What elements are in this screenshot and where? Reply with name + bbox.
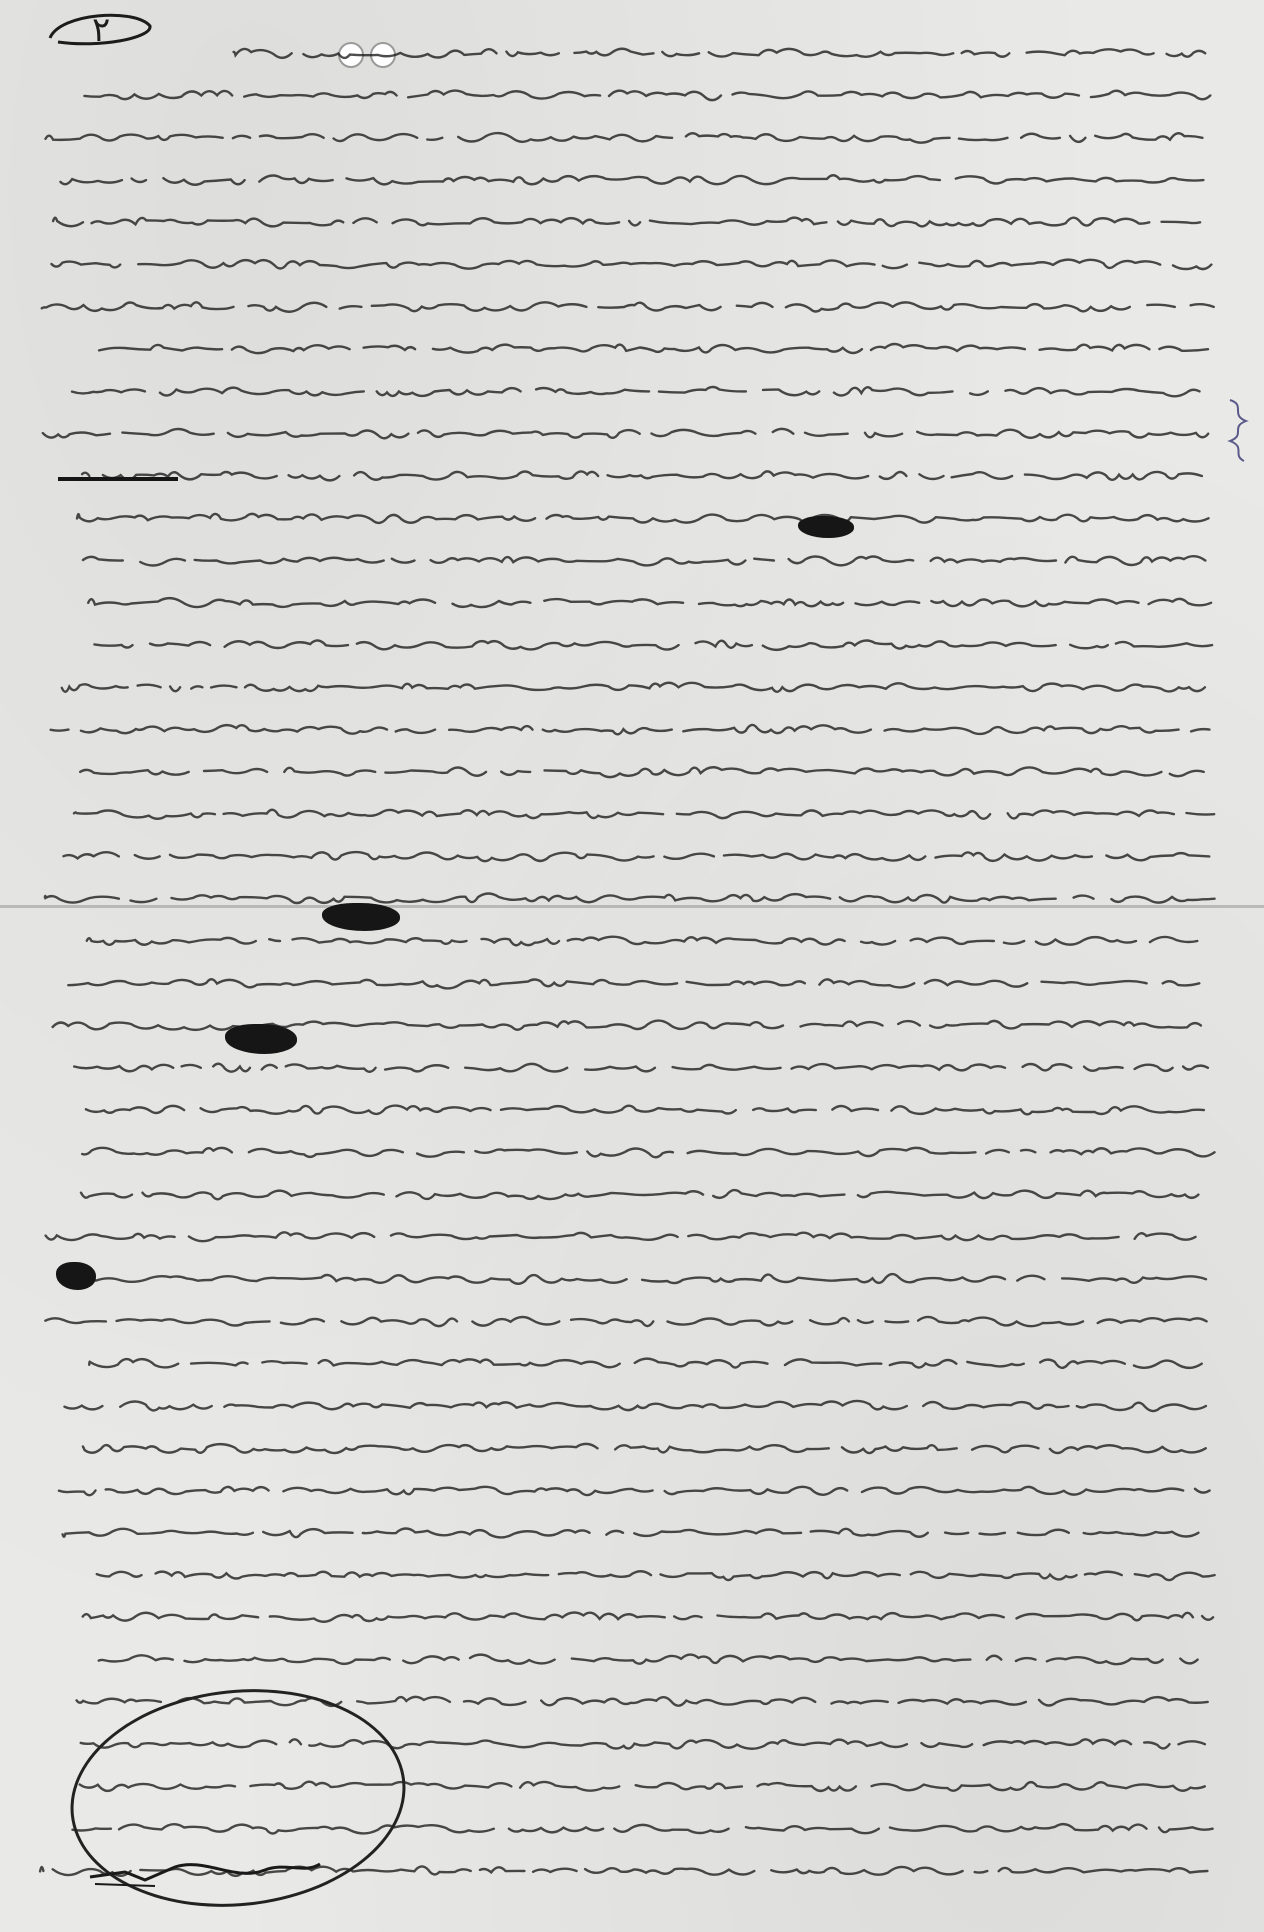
- handwritten-line: [42, 302, 1214, 311]
- handwritten-line: [87, 937, 1198, 946]
- handwritten-line: [63, 1529, 1199, 1538]
- handwritten-line: [64, 767, 1204, 777]
- handwritten-line: [77, 514, 1209, 523]
- handwritten-line: [40, 1021, 1201, 1030]
- handwritten-line: [53, 218, 1200, 227]
- margin-note: [1224, 395, 1252, 465]
- handwritten-line: [45, 893, 1215, 903]
- redaction-mark: [58, 455, 178, 481]
- handwritten-line: [97, 1571, 1215, 1580]
- handwritten-line: [89, 344, 1208, 353]
- handwritten-line: [46, 1232, 1196, 1241]
- page-number: ٢: [92, 10, 111, 50]
- handwritten-line: [83, 1444, 1206, 1453]
- handwritten-line: [74, 1064, 1208, 1072]
- handwritten-line: [99, 1655, 1198, 1665]
- handwritten-line: [43, 429, 1208, 438]
- handwritten-line: [52, 683, 1205, 692]
- handwritten-line: [81, 1190, 1198, 1199]
- handwritten-line: [34, 133, 1202, 143]
- handwritten-line: [51, 725, 1210, 734]
- handwritten-line: [52, 260, 1212, 269]
- handwritten-line: [82, 471, 1202, 480]
- handwritten-line: [45, 1317, 1206, 1326]
- handwritten-line: [69, 1274, 1206, 1284]
- handwritten-line: [68, 979, 1199, 988]
- handwritten-line: [64, 852, 1210, 861]
- handwritten-line: [59, 1487, 1210, 1495]
- handwritten-line: [84, 91, 1210, 101]
- signature-scrawl: [85, 1852, 325, 1892]
- handwritten-line: [234, 49, 1206, 58]
- handwritten-line: [83, 556, 1205, 565]
- handwritten-line: [72, 387, 1200, 396]
- handwritten-line: [88, 598, 1211, 607]
- handwritten-line: [82, 1148, 1214, 1157]
- handwritten-line: [45, 175, 1203, 185]
- handwritten-line: [89, 1359, 1202, 1368]
- handwritten-line: [69, 1613, 1213, 1622]
- handwritten-line: [74, 810, 1214, 819]
- handwritten-line: [65, 1401, 1206, 1411]
- redaction-mark: [56, 1262, 96, 1290]
- handwritten-line: [79, 640, 1212, 649]
- handwritten-line: [86, 1106, 1204, 1115]
